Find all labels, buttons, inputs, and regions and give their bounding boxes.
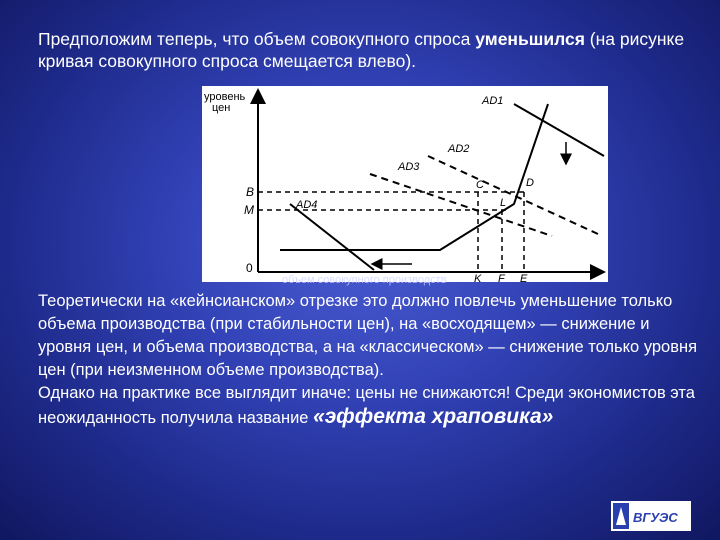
origin-label: 0 xyxy=(246,261,253,275)
body-paragraph xyxy=(38,290,698,430)
y-tick-m: M xyxy=(244,203,254,217)
x-tick-e: E xyxy=(520,273,528,282)
intro-paragraph xyxy=(38,28,698,72)
point-c: C xyxy=(476,179,484,191)
ad4-curve xyxy=(290,204,374,270)
aggregate-demand-figure xyxy=(202,86,608,282)
label-ad3: AD3 xyxy=(398,161,420,173)
y-axis-label-1: уровень xyxy=(204,91,246,103)
label-ad4: AD4 xyxy=(296,199,318,211)
intro-bold-word: уменьшился xyxy=(475,29,585,49)
point-l: L xyxy=(500,197,507,209)
intro-text-part1: Предположим теперь, что объем совокупного спроса xyxy=(38,29,476,49)
x-tick-k: K xyxy=(474,273,482,282)
x-tick-f: F xyxy=(498,273,505,282)
ad1-curve xyxy=(514,104,604,156)
label-ad1: AD1 xyxy=(482,95,504,107)
point-d: D xyxy=(526,177,534,189)
ratchet-effect-term: «эффекта храповика» xyxy=(313,405,554,428)
logo-text: ВГУЭС xyxy=(633,510,678,525)
figure-caption: объем совокупного производств xyxy=(282,274,447,286)
body-text-p1: Теоретически на «кейнсианском» отрезке это должно повлечь уменьшение только объема производства (при стабильности цен), на «восходящем» — снижение и уровня цен, и объема производства, а на «классическом» — снижение только уровня цен (при неизменном объеме производства). xyxy=(38,292,698,379)
university-logo xyxy=(611,501,691,531)
intro-text-part2: (на рисунке кривая совокупного спроса смещается влево). xyxy=(38,29,685,71)
body-text-p2: Однако на практике все выглядит иначе: цены не снижаются! Среди экономистов эта неожиданность получила название xyxy=(38,384,695,427)
label-ad2: AD2 xyxy=(448,143,470,155)
y-axis-label-2: цен xyxy=(212,102,231,114)
y-tick-b: B xyxy=(246,185,255,199)
